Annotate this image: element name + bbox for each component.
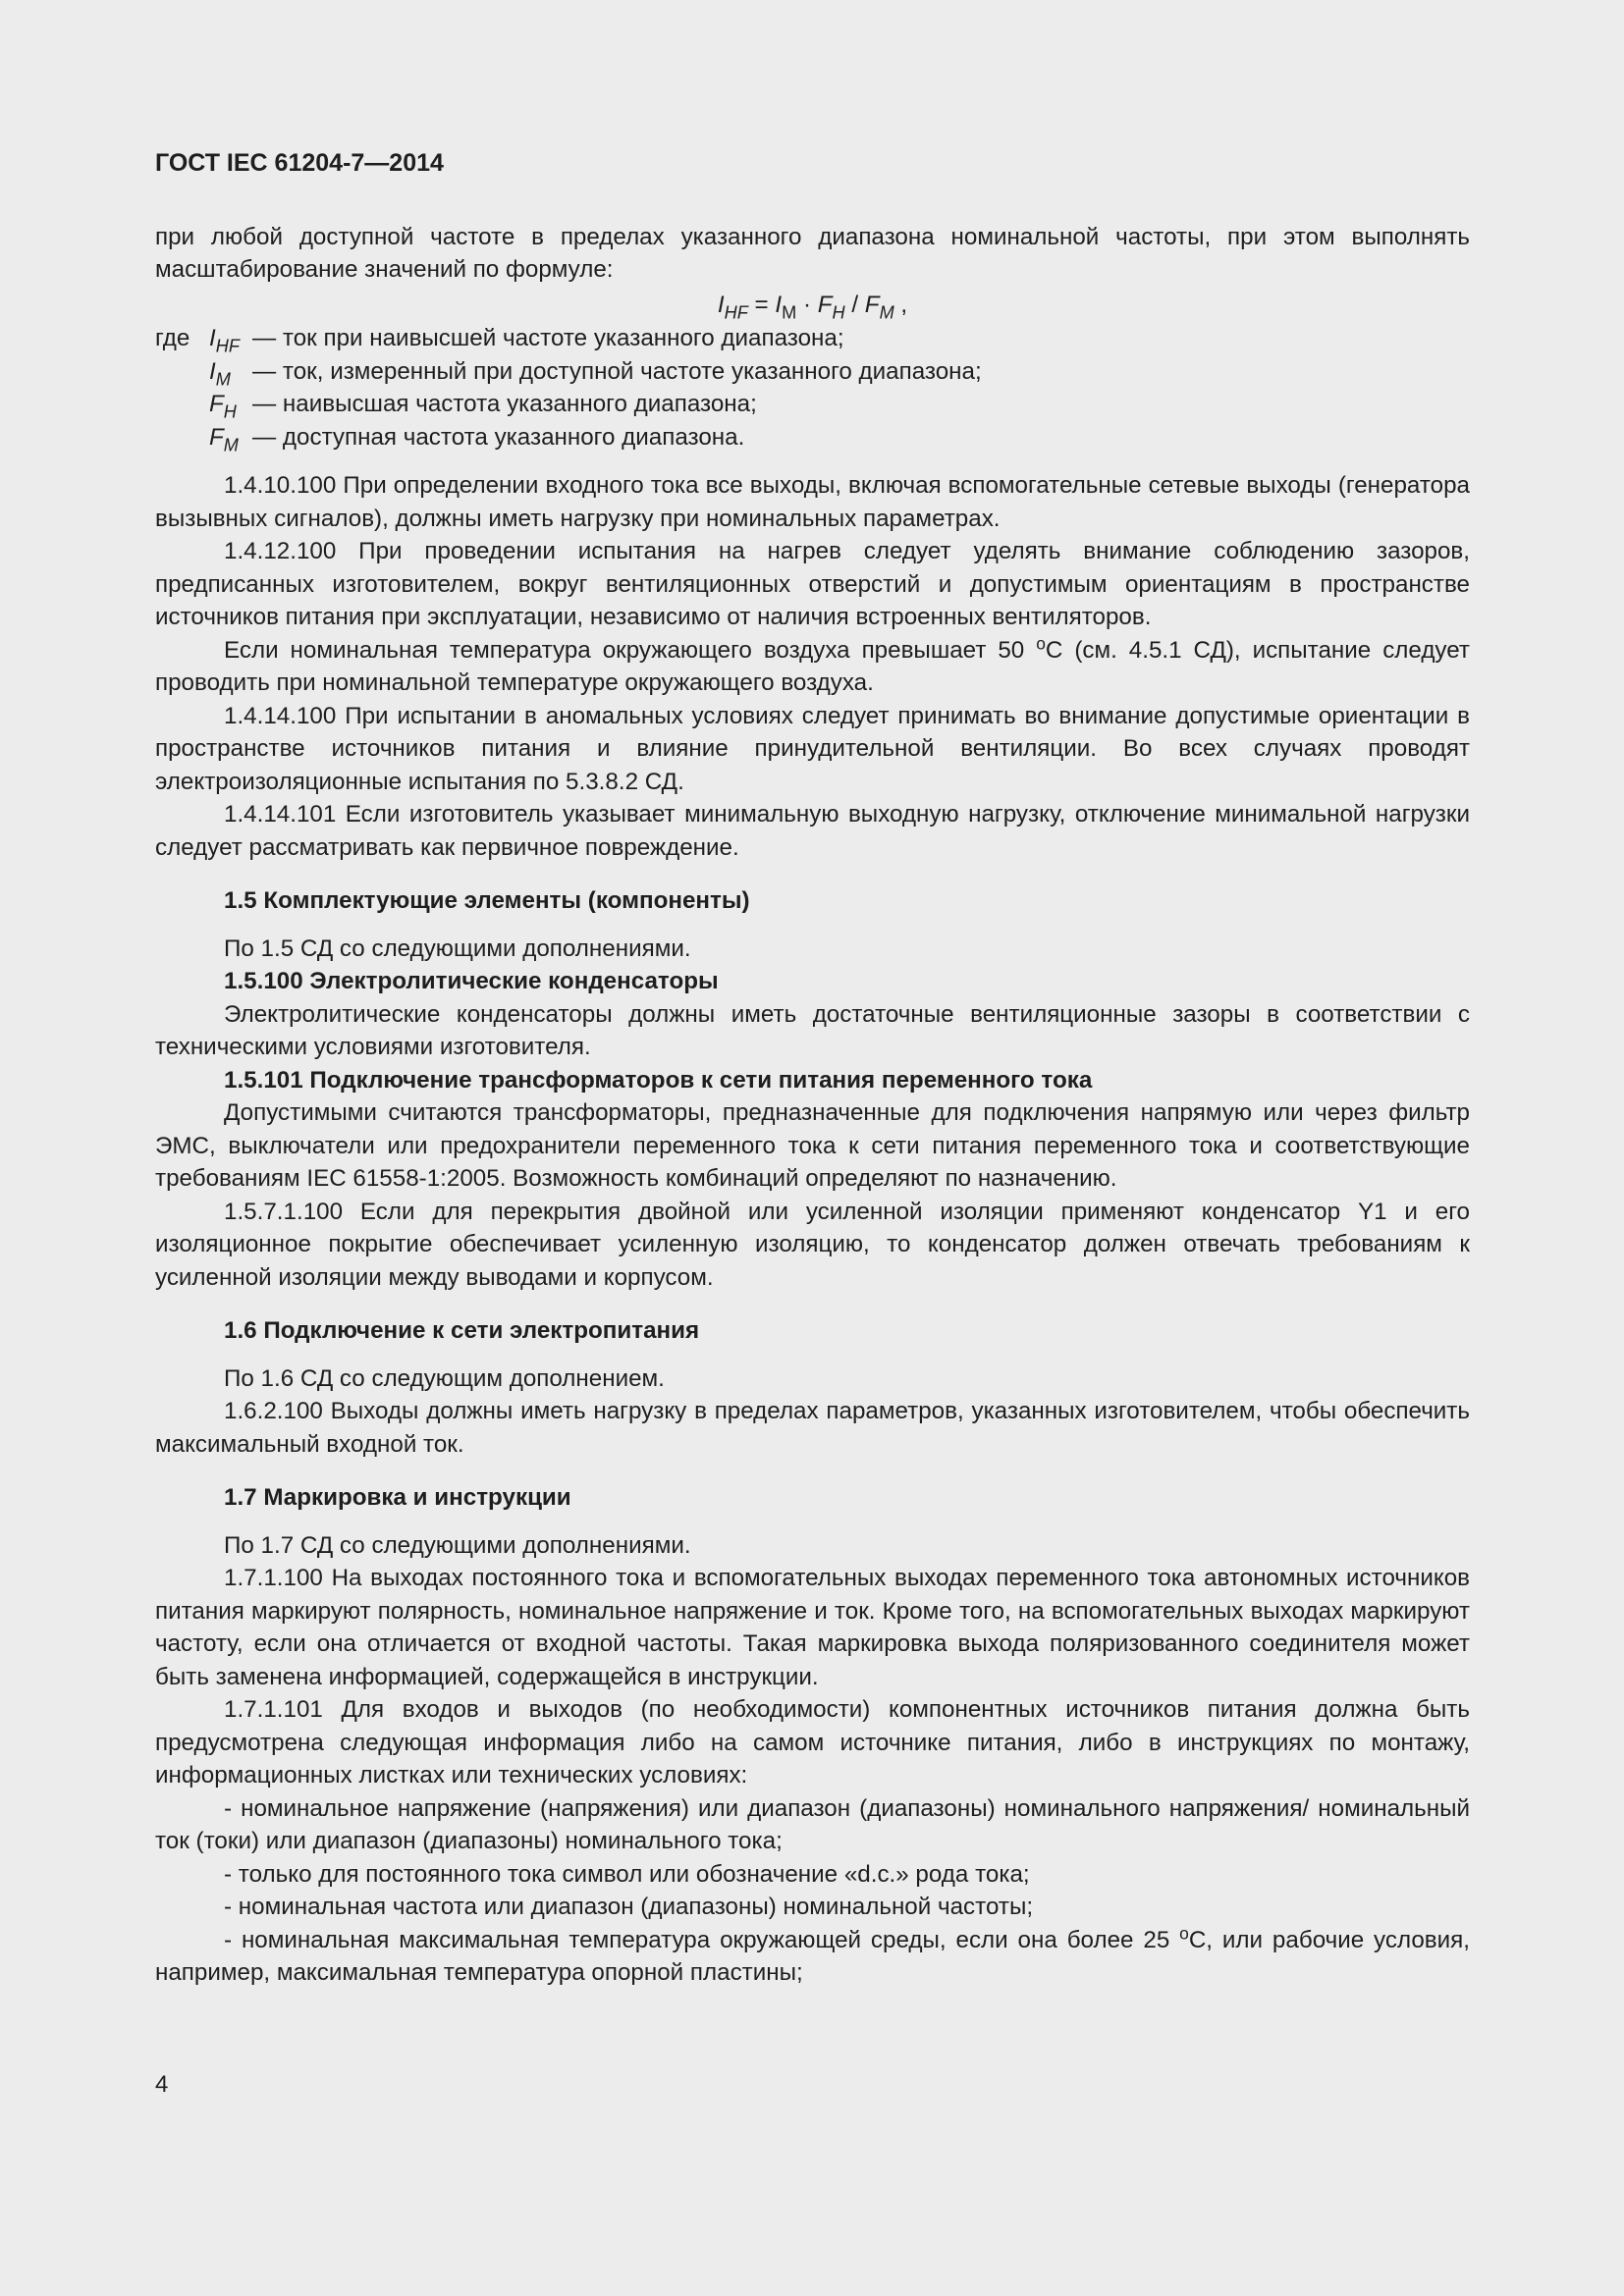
formula-slash: / — [844, 291, 865, 318]
formula-f: F — [817, 291, 833, 318]
formula-m2: M — [879, 301, 894, 322]
paragraph-ambient-temp: Если номинальная температура окружающего воздуха превышает 50 $^о$С (см. 4.5.1 СД), испытание следует проводить при номинальной температуре окружающего воздуха. — [155, 632, 1470, 696]
legend-symbol: $F_H$ — [209, 391, 237, 422]
formula-m: M — [782, 301, 797, 322]
paragraph-1-5-intro: По 1.5 СД со следующими дополнениями. — [224, 934, 691, 962]
formula-h: H — [832, 301, 845, 322]
formula-legend — [155, 322, 1470, 454]
paragraph-1-4-10-100: 1.4.10.100 При определении входного тока все выходы, включая вспомогательные сетевые выходы (генератора вызывных сигналов), должны иметь нагрузку при номинальных параметрах. — [155, 472, 1470, 532]
legend-row — [155, 421, 1470, 454]
legend-row — [155, 355, 1470, 389]
paragraph-1-7-intro: По 1.7 СД со следующими дополнениями. — [224, 1531, 691, 1559]
section-heading-1-5: 1.5 Комплектующие элементы (компоненты) — [224, 887, 750, 914]
legend-symbol: $I_M$ — [209, 357, 231, 389]
subheading-1-5-100: 1.5.100 Электролитические конденсаторы — [224, 968, 719, 994]
legend-row — [155, 388, 1470, 421]
formula-hf: HF — [724, 301, 748, 322]
legend-row — [155, 322, 1470, 355]
page-number: 4 — [155, 2071, 169, 2098]
paragraph-capacitors: Электролитические конденсаторы должны иметь достаточные вентиляционные зазоры в соответствии с техническими условиями изготовителя. — [155, 1000, 1470, 1060]
legend-lead: где — [155, 325, 190, 351]
formula-im: I — [775, 291, 783, 318]
section-heading-1-7: 1.7 Маркировка и инструкции — [224, 1484, 571, 1511]
paragraph-1-4-12-100: 1.4.12.100 При проведении испытания на нагрев следует уделять внимание соблюдению зазоров, предписанных изготовителем, вокруг вентиляционных отверстий и допустимым ориентациям в пространстве источников питания при эксплуатации, независимо от наличия встроенных вентиляторов. — [155, 538, 1470, 630]
legend-text: — ток при наивысшей частоте указанного диапазона; — [252, 325, 844, 351]
formula-i: I — [717, 291, 725, 318]
formula-f2: F — [864, 291, 880, 318]
legend-symbol: $I_{HF}$ — [209, 325, 240, 356]
section-heading-1-6: 1.6 Подключение к сети электропитания — [224, 1317, 700, 1344]
list-item: - номинальное напряжение (напряжения) или диапазон (диапазоны) номинального напряжения/ номинальный ток (токи) или диапазон (диапазоны) номинального тока; — [155, 1794, 1470, 1854]
formula-dot: · — [796, 291, 818, 318]
paragraph-1-5-7-1-100: 1.5.7.1.100 Если для перекрытия двойной или усиленной изоляции применяют конденсатор Y1 и его изоляционное покрытие обеспечивает усиленную изоляцию, то конденсатор должен отвечать требованиям к усиленной изоляции между выводами и корпусом. — [155, 1198, 1470, 1291]
legend-text: — наивысшая частота указанного диапазона; — [252, 391, 757, 417]
legend-symbol: $F_M$ — [209, 423, 239, 454]
paragraph-1-6-intro: По 1.6 СД со следующим дополнением. — [224, 1364, 665, 1392]
formula — [155, 289, 1470, 322]
intro-paragraph: при любой доступной частоте в пределах указанного диапазона номинальной частоты, при этом выполнять масштабирование значений по формуле: — [155, 223, 1470, 283]
document-page — [155, 147, 1470, 1990]
legend-text: — доступная частота указанного диапазона. — [252, 423, 745, 451]
paragraph-1-6-2-100: 1.6.2.100 Выходы должны иметь нагрузку в пределах параметров, указанных изготовителем, чтобы обеспечить максимальный входной ток. — [155, 1398, 1470, 1458]
list-item: - номинальная максимальная температура окружающей среды, если она более 25 $^о$С, или рабочие условия, например, максимальная температура опорной пластины; — [155, 1922, 1470, 1986]
paragraph-1-7-1-100: 1.7.1.100 На выходах постоянного тока и вспомогательных выходах переменного тока автономных источников питания маркируют полярность, номинальное напряжение и ток. Кроме того, на вспомогательных выходах маркируют частоту, если она отличается от входной частоты. Такая маркировка выхода поляризованного соединителя может быть заменена информацией, содержащейся в инструкции. — [155, 1565, 1470, 1690]
paragraph-1-4-14-101: 1.4.14.101 Если изготовитель указывает минимальную выходную нагрузку, отключение минимальной нагрузки следует рассматривать как первичное повреждение. — [155, 801, 1470, 861]
paragraph-1-4-14-100: 1.4.14.100 При испытании в аномальных условиях следует принимать во внимание допустимые ориентации в пространстве источников питания и влияние принудительной вентиляции. Во всех случаях проводят электроизоляционные испытания по 5.3.8.2 СД. — [155, 702, 1470, 795]
document-header: ГОСТ IEC 61204-7—2014 — [155, 149, 444, 177]
formula-eq: = — [747, 291, 776, 318]
paragraph-transformers: Допустимыми считаются трансформаторы, предназначенные для подключения напрямую или через фильтр ЭМС, выключатели или предохранители переменного тока к сети питания переменного тока и соответствующие требованиям IEC 61558-1:2005. Возможность комбинаций определяют по назначению. — [155, 1099, 1470, 1192]
list-item: - номинальная частота или диапазон (диапазоны) номинальной частоты; — [224, 1894, 1034, 1920]
legend-text: — ток, измеренный при доступной частоте указанного диапазона; — [252, 357, 982, 385]
subheading-1-5-101: 1.5.101 Подключение трансформаторов к сети питания переменного тока — [224, 1066, 1093, 1094]
list-item: - только для постоянного тока символ или обозначение «d.c.» рода тока; — [224, 1860, 1030, 1888]
paragraph-1-7-1-101: 1.7.1.101 Для входов и выходов (по необходимости) компонентных источников питания должна быть предусмотрена следующая информация либо на самом источнике питания, либо в инструкциях по монтажу, информационных листках или технических условиях: — [155, 1696, 1470, 1789]
formula-tail: , — [893, 291, 908, 318]
